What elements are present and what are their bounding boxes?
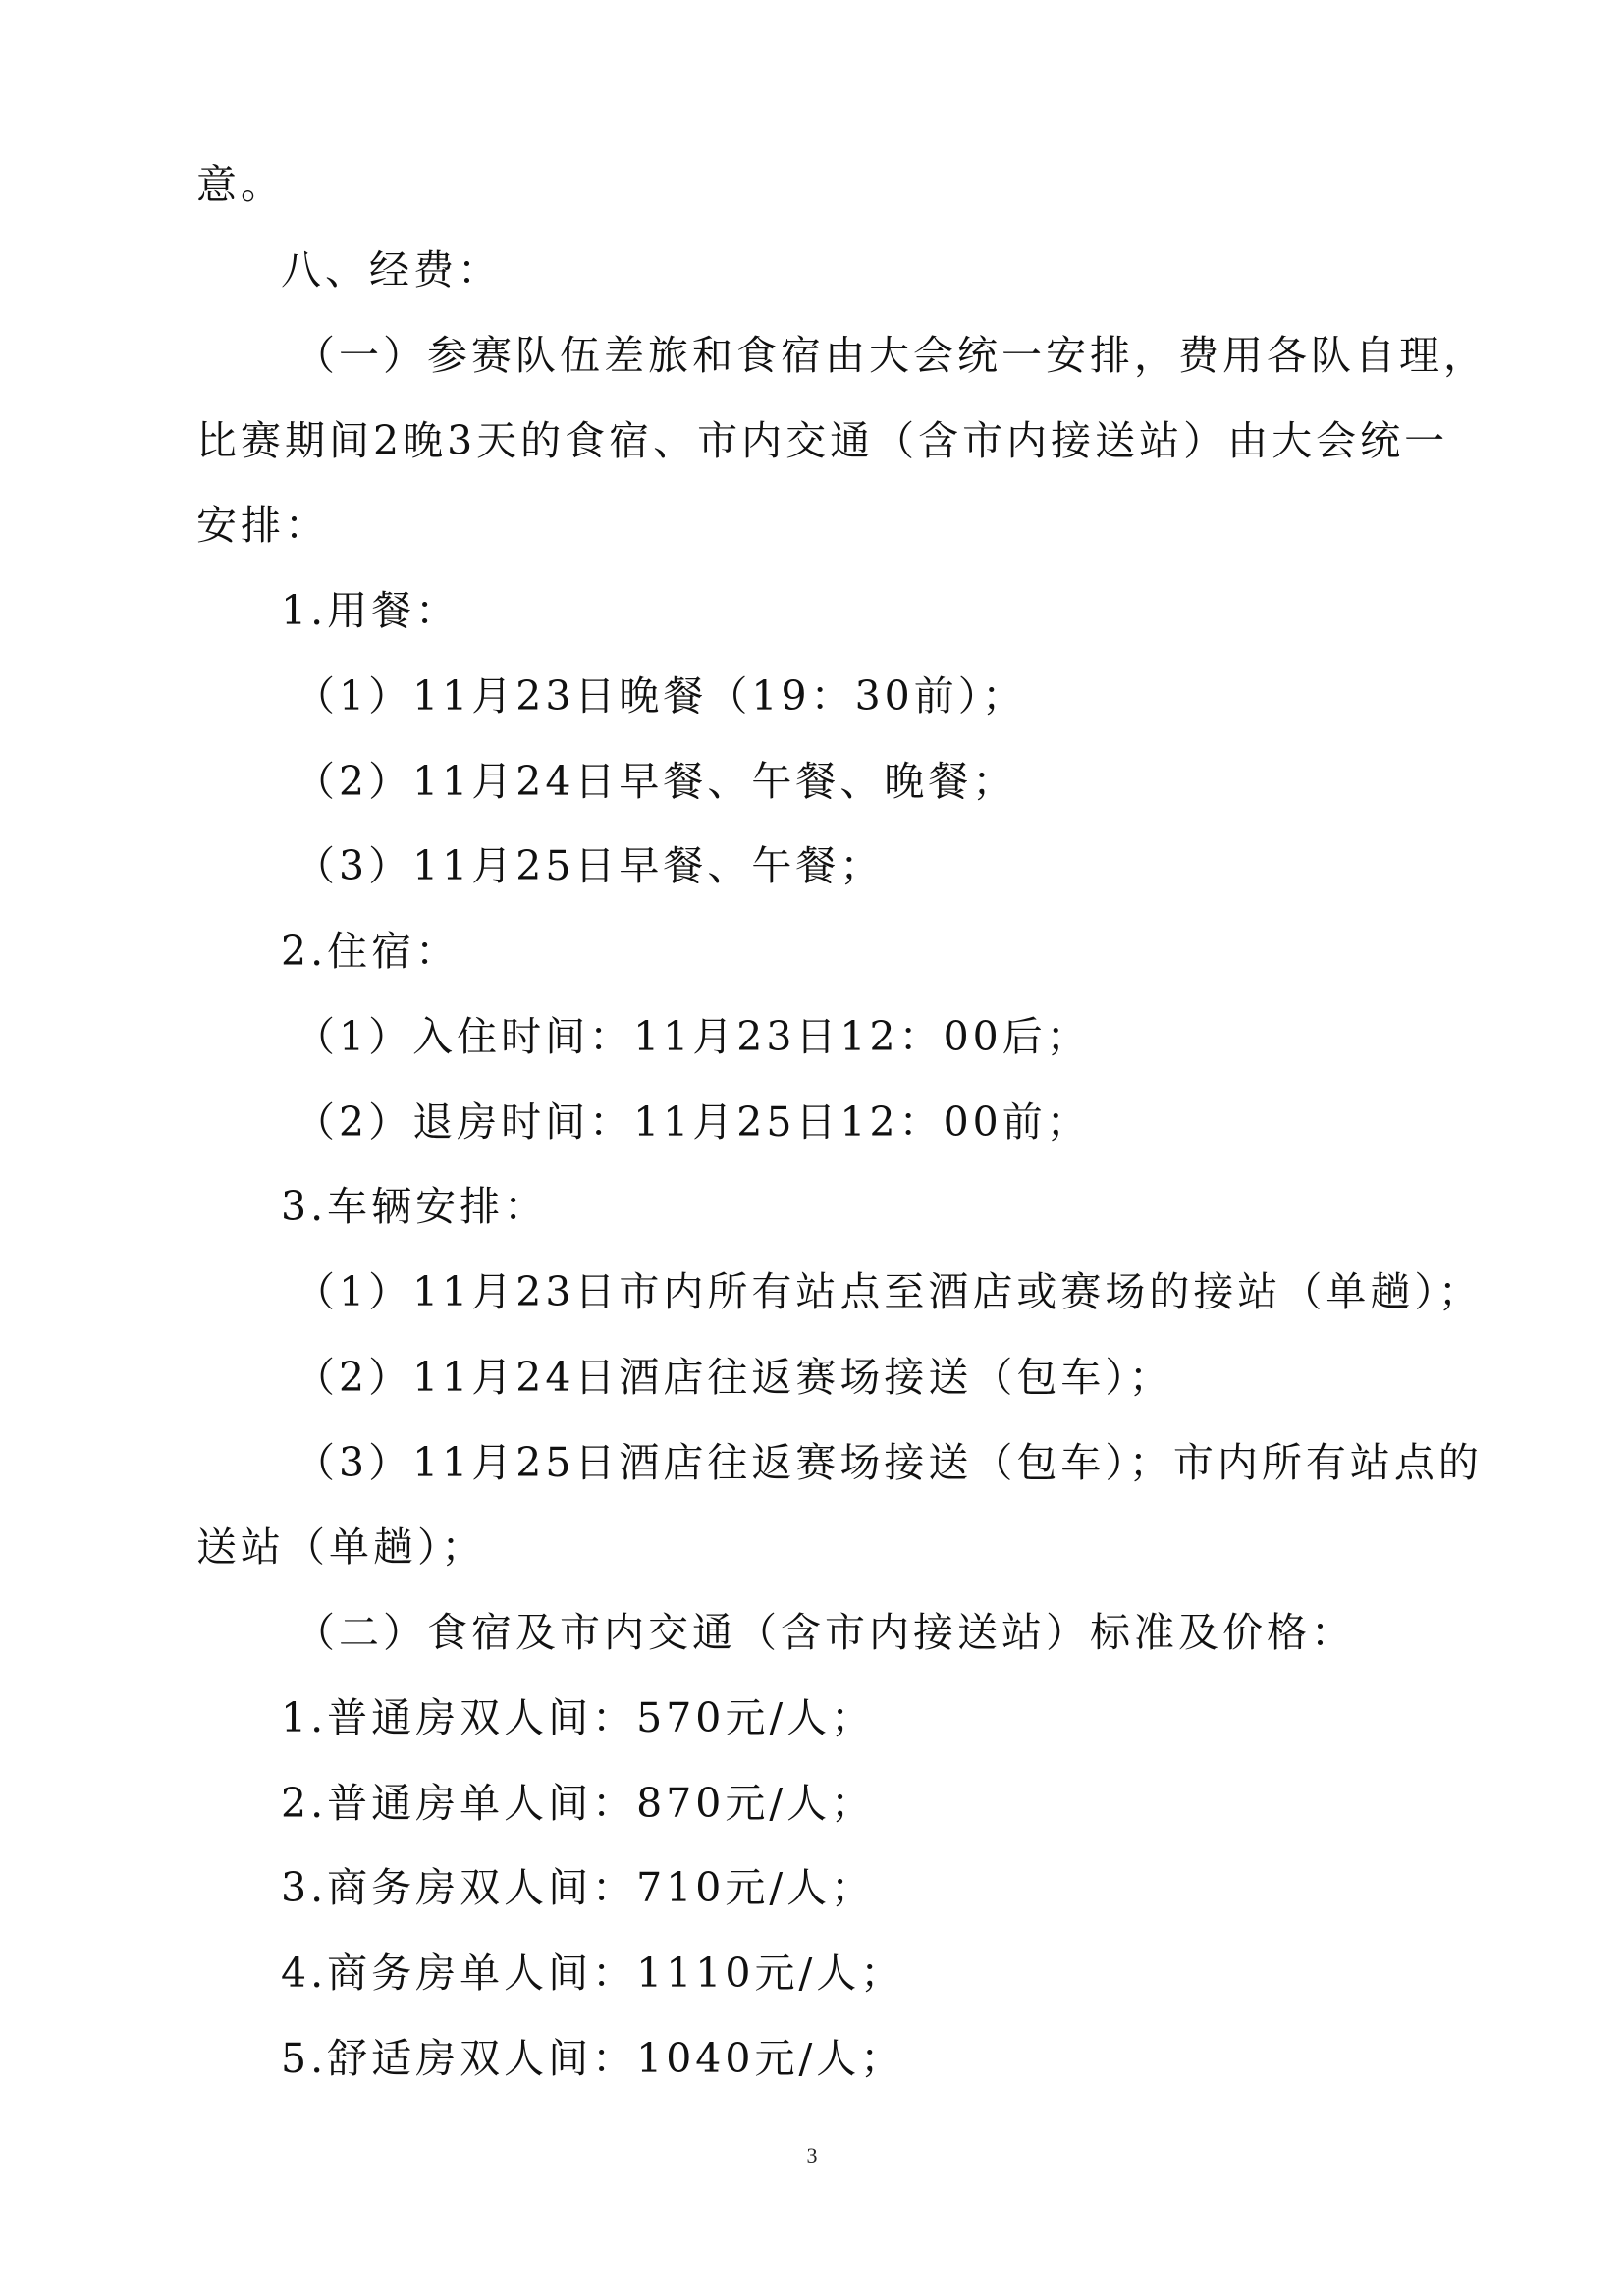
price-item: 1.普通房双人间：570元/人；: [281, 1694, 876, 1741]
price-item: 2.普通房单人间：870元/人；: [281, 1780, 876, 1827]
price-item: 4.商务房单人间：1110元/人；: [281, 1949, 905, 1997]
text-line: 意。: [196, 161, 285, 208]
list-item: （2）11月24日早餐、午餐、晚餐；: [295, 758, 1017, 805]
subsection-heading: 3.车辆安排：: [281, 1183, 549, 1230]
price-item: 5.舒适房双人间：1040元/人；: [281, 2035, 905, 2082]
subsection-heading: 2.住宿：: [281, 928, 460, 975]
section-heading: （二）食宿及市内交通（含市内接送站）标准及价格：: [295, 1609, 1355, 1656]
text-line: 送站（单趟）；: [196, 1523, 486, 1571]
list-item: （3）11月25日酒店往返赛场接送（包车）；市内所有站点的: [295, 1439, 1483, 1486]
list-item: （2）退房时间：11月25日12：00前；: [295, 1098, 1091, 1146]
list-item: （3）11月25日早餐、午餐；: [295, 842, 885, 889]
price-item: 3.商务房双人间：710元/人；: [281, 1864, 876, 1911]
section-heading: 八、经费：: [281, 246, 502, 294]
list-item: （1）11月23日晚餐（19：30前）；: [295, 672, 1027, 720]
page-number: 3: [806, 2143, 818, 2167]
subsection-heading: 1.用餐：: [281, 587, 460, 634]
list-item: （2）11月24日酒店往返赛场接送（包车）；: [295, 1354, 1173, 1401]
text-line: 安排：: [196, 502, 329, 549]
text-line: （一）参赛队伍差旅和食宿由大会统一安排，费用各队自理，: [295, 332, 1488, 379]
list-item: （1）入住时间：11月23日12：00后；: [295, 1013, 1091, 1060]
list-item: （1）11月23日市内所有站点至酒店或赛场的接站（单趟）；: [295, 1268, 1483, 1315]
text-line: 比赛期间2晚3天的食宿、市内交通（含市内接送站）由大会统一: [196, 417, 1449, 464]
